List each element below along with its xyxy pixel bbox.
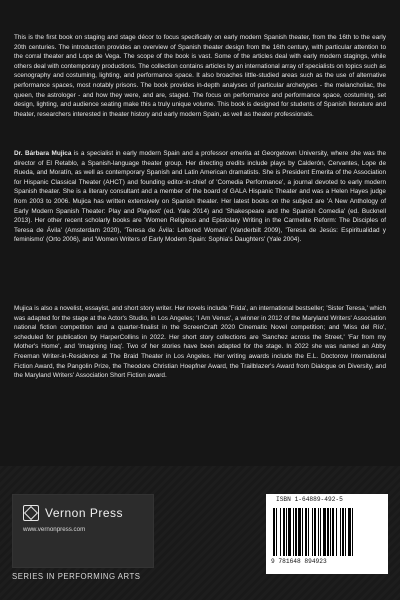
barcode-bars: [273, 508, 381, 556]
isbn-label: ISBN 1-64889-492-5: [276, 496, 343, 503]
barcode-bar: [330, 508, 331, 556]
isbn-barcode: [266, 494, 388, 574]
barcode-bar: [332, 508, 334, 556]
barcode-bar: [280, 508, 281, 556]
author-bio-paragraph-2: Mujica is also a novelist, essayist, and short story writer. Her novels include 'Frida', an international bestseller; 'Sister Teresa,' which was adapted for the stage at the Actor's Studio, in Los Angeles; 'I Am Venus', a winner in 2012 of the Maryland Writers' Association national fiction competition and a quarter-finalist in the ScreenCraft 2020 Cinematic Novel competition; and 'Miss del Río', scheduled for publication by HarperCollins in 2022. Her short story collections are 'Sanchez across the Street,' 'Far from my Mother's Home', and 'Imagining Iraq'. Two of her stories have been adapted for the stage. In 2022 she was named an Abby Freeman Writer-in-Residence at The Braid Theater in Los Angeles. Her writing awards include the E.L. Doctorow International Fiction Award, the Pangolin Prize, the Theodore Christian Hoepfner Award, the Trailblazer's Award from Dialogue on Diversity, and the Maryland Writers' Association Short Fiction award.: [14, 305, 386, 380]
vernon-press-logo-icon: [23, 505, 39, 521]
barcode-bar: [312, 508, 313, 556]
author-bio-paragraph: [14, 149, 386, 245]
barcode-bar: [276, 508, 277, 556]
barcode-bar: [305, 508, 307, 556]
barcode-bar: [298, 508, 301, 556]
barcode-bar: [293, 508, 294, 556]
barcode-bar: [336, 508, 337, 556]
publisher-name: Vernon Press: [45, 506, 124, 520]
barcode-bar: [345, 508, 346, 556]
series-name: SERIES IN PERFORMING ARTS: [12, 572, 141, 581]
barcode-bar: [340, 508, 341, 556]
barcode-bar: [295, 508, 297, 556]
barcode-bar: [320, 508, 321, 556]
barcode-bar: [302, 508, 303, 556]
barcode-bar: [286, 508, 287, 556]
publisher-website: www.vernonpress.com: [23, 526, 86, 533]
barcode-bar: [314, 508, 316, 556]
barcode-bar: [342, 508, 344, 556]
barcode-bar: [308, 508, 309, 556]
description-paragraph: This is the first book on staging and stage décor to focus specifically on early modern Spanish theater, from the 16th to the early 20th centuries. The introduction provides an overview of Spanish theater design from the 16th century, with particular attention to the corral theater and Lope de Vega. The scope of the book is vast. Some of the articles deal with early modern stagings, while others deal with contemporary productions. The collection contains articles by an international array of specialists on topics such as scenography and costuming, lighting, and performance space. It also broaches little-studied areas such as the use of alternative performance spaces, most notably prisons. The book provides in-depth analyses of particular archetypes - the melancholiac, the queen, the astrologer - and how they were, and are, staged. The focus on performance and performance space, costuming, set design, lighting, and audience seating make this a truly unique volume. This book is designed for students of Spanish literature and theater, researchers interested in theater history and early modern Spain, as well as theater professionals.: [14, 34, 386, 118]
author-name: Dr. Bárbara Mujica: [14, 150, 72, 157]
barcode-bar: [348, 508, 351, 556]
publisher-logo-box: [12, 494, 154, 568]
barcode-bar: [352, 508, 353, 556]
barcode-digits: 9 781648 894923: [271, 558, 327, 565]
author-bio-text: is a specialist in early modern Spain and a professor emerita at Georgetown University, where she was the director of El Retablo, a Spanish-language theater group. Her directing credits include plays by Calderón, Cervantes, Lope de Rueda, and Moratín, as well as contemporary Spanish and Latin American dramatists. She is President Emerita of the Association for Hispanic Classical Theater (AHCT) and founding editor-in-chief of 'Comedia Performance', a journal devoted to early modern Spanish theater. She is a literary consultant and a member of the board of GALA Hispanic Theater and was a Helen Hayes judge from 2003 to 2006. Mujica has written extensively on Spanish theater. Her latest books on the subject are 'A New Anthology of Early Modern Spanish Theater: Play and Playtext' (ed. Yale 2014) and 'Shakespeare and the Spanish Comedia' (ed. Bucknell 2013). Her other recent scholarly books are 'Women Religious and Epistolary Writing in the Carmelite Reform: The Disciples of Teresa de Ávila' (Amsterdam 2020), 'Teresa de Ávila: Lettered Woman' (Vanderbilt 2009), 'Teresa de Jesús: Espiritualidad y feminismo' (Orto 2006), and 'Women Writers of Early Modern Spain: Sophia's Daughters' (Yale 2004).: [14, 150, 386, 244]
barcode-bar: [283, 508, 285, 556]
barcode-bar: [323, 508, 326, 556]
barcode-bar: [318, 508, 319, 556]
barcode-bar: [327, 508, 329, 556]
barcode-bar: [288, 508, 291, 556]
barcode-bar: [273, 508, 275, 556]
publisher-logo: [23, 505, 123, 521]
